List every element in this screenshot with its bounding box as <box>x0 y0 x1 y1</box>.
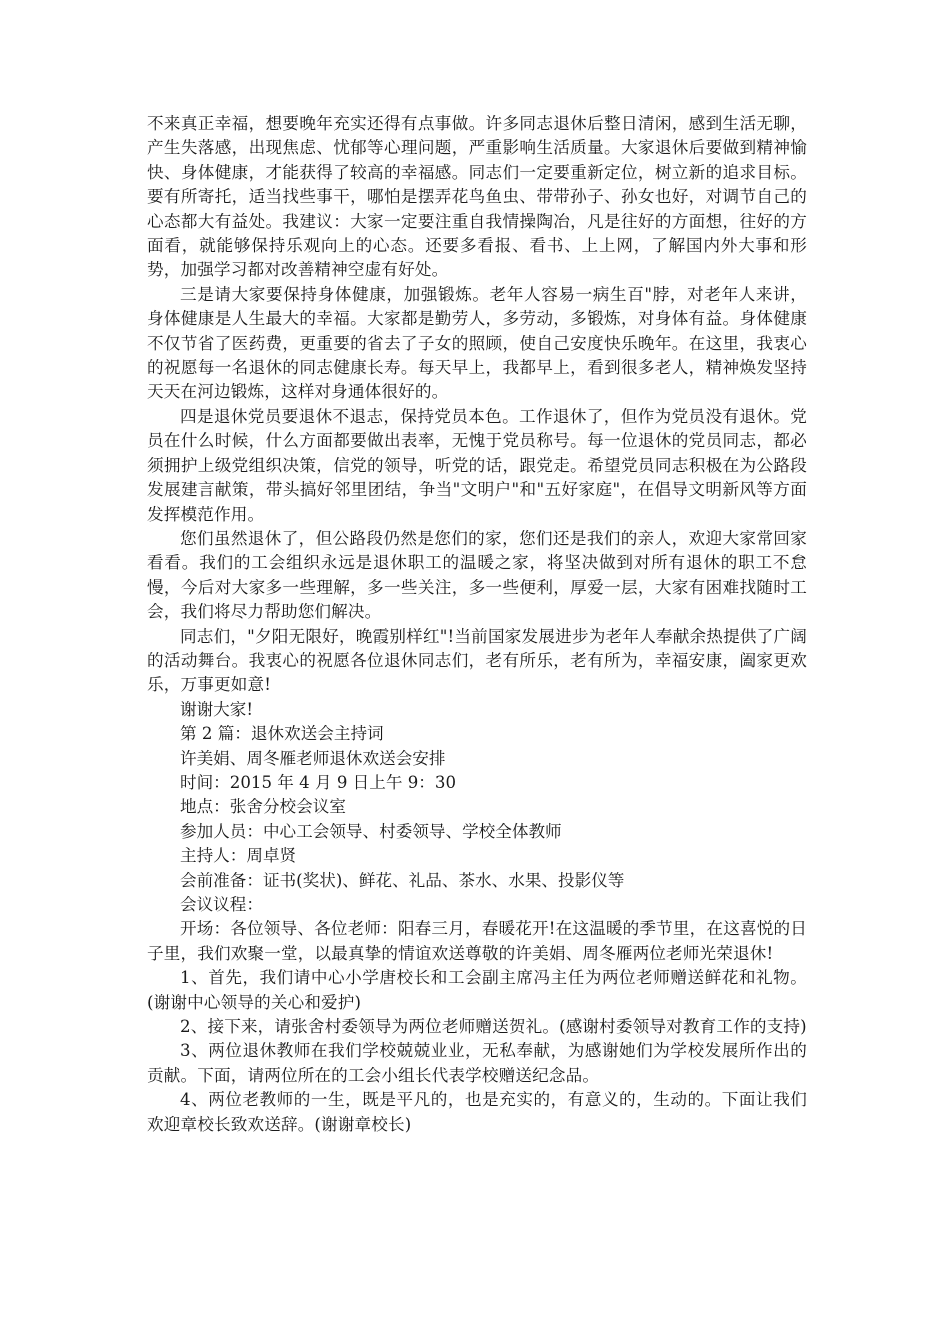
agenda-paragraph: 4、两位老教师的一生，既是平凡的，也是充实的，有意义的，生动的。下面让我们欢迎章校长致欢送辞。(谢谢章校长) <box>147 1090 807 1134</box>
event-subtitle: 许美娟、周冬雁老师退休欢送会安排 <box>180 748 446 768</box>
agenda-paragraph: 2、接下来，请张舍村委领导为两位老师赠送贺礼。(感谢村委领导对教育工作的支持) <box>180 1017 807 1037</box>
body-paragraph: 四是退休党员要退休不退志，保持党员本色。工作退休了，但作为党员没有退休。党员在什么时候，什么方面都要做出表率，无愧于党员称号。每一位退休的党员同志，都必须拥护上级党组织决策，信党的领导，听党的话，跟党走。希望党员同志积极在为公路段发展建言献策，带头搞好邻里团结，争当"文明户"和"五好家庭"，在倡导文明新风等方面发挥模范作用。 <box>147 406 807 524</box>
agenda-heading: 会议议程： <box>180 895 263 914</box>
event-place: 地点：张舍分校会议室 <box>180 797 346 817</box>
agenda-paragraph: 3、两位退休教师在我们学校兢兢业业，无私奉献，为感谢她们为学校发展所作出的贡献。下面，请两位所在的工会小组长代表学校赠送纪念品。 <box>147 1041 807 1085</box>
thanks-line: 谢谢大家! <box>180 699 254 719</box>
event-attendees: 参加人员：中心工会领导、村委领导、学校全体教师 <box>180 821 562 841</box>
event-preparation: 会前准备：证书(奖状)、鲜花、礼品、茶水、水果、投影仪等 <box>180 870 625 890</box>
event-host: 主持人：周卓贤 <box>180 846 297 866</box>
event-time: 时间：2015 年 4 月 9 日上午 9：30 <box>180 772 457 792</box>
agenda-paragraph: 开场：各位领导、各位老师：阳春三月，春暖花开!在这温暖的季节里，在这喜悦的日子里，我们欢聚一堂，以最真挚的情谊欢送尊敬的许美娟、周冬雁两位老师光荣退休! <box>147 919 807 963</box>
agenda-paragraph: 1、首先，我们请中心小学唐校长和工会副主席冯主任为两位老师赠送鲜花和礼物。(谢谢中心领导的关心和爱护) <box>147 968 807 1012</box>
body-paragraph: 三是请大家要保持身体健康，加强锻炼。老年人容易一病生百"脖，对老年人来讲，身体健康是人生最大的幸福。大家都是勤劳人，多劳动，多锻炼，对身体有益。身体健康不仅节省了医药费，更重要的省去了子女的照顾，使自己安度快乐晚年。在这里，我衷心的祝愿每一名退休的同志健康长寿。每天早上，我都早上，看到很多老人，精神焕发坚持天天在河边锻炼，这样对身通体很好的。 <box>147 284 807 402</box>
document-page <box>147 112 807 1137</box>
body-paragraph: 同志们，"夕阳无限好，晚霞别样红"!当前国家发展进步为老年人奉献余热提供了广阔的活动舞台。我衷心的祝愿各位退休同志们，老有所乐，老有所为，幸福安康，阖家更欢乐，万事更如意! <box>147 626 807 695</box>
section-title: 第 2 篇：退休欢送会主持词 <box>180 724 384 744</box>
body-paragraph: 不来真正幸福，想要晚年充实还得有点事做。许多同志退休后整日清闲，感到生活无聊，产生失落感，出现焦虑、忧郁等心理问题，严重影响生活质量。大家退休后要做到精神愉快、身体健康，才能获得了较高的幸福感。同志们一定要重新定位，树立新的追求目标。要有所寄托，适当找些事干，哪怕是摆弄花鸟鱼虫、带带孙子、孙女也好，对调节自己的心态都大有益处。我建议：大家一定要注重自我情操陶冶，凡是往好的方面想，往好的方面看，就能够保持乐观向上的心态。还要多看报、看书、上上网，了解国内外大事和形势，加强学习都对改善精神空虚有好处。 <box>147 114 807 280</box>
body-paragraph: 您们虽然退休了，但公路段仍然是您们的家，您们还是我们的亲人，欢迎大家常回家看看。我们的工会组织永远是退休职工的温暖之家，将坚决做到对所有退休的职工不怠慢，今后对大家多一些理解，多一些关注，多一些便利，厚爱一层，大家有困难找随时工会，我们将尽力帮助您们解决。 <box>147 528 807 622</box>
